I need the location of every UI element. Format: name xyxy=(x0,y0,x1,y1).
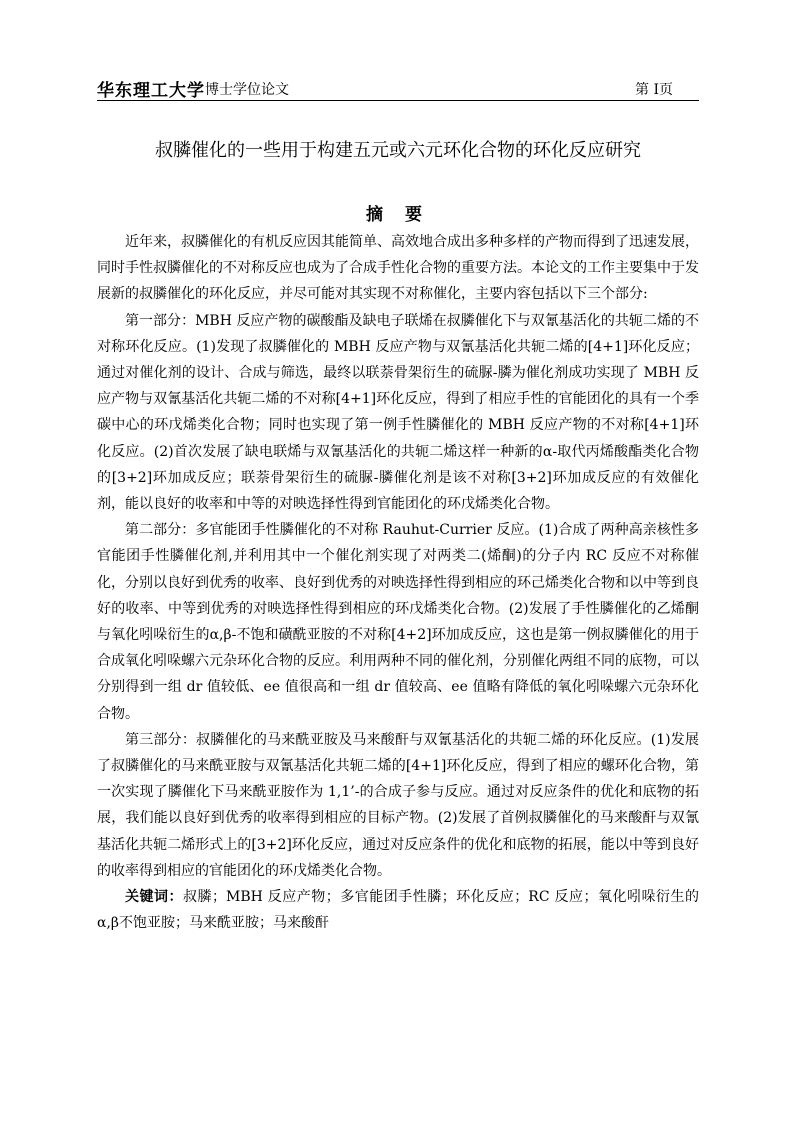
university-name: 华东理工大学 xyxy=(97,81,205,101)
keywords-label: 关键词： xyxy=(125,889,184,906)
abstract-paragraph-part2: 第二部分：多官能团手性膦催化的不对称 Rauhut-Currier 反应。(1)合成了两种高亲核性多官能团手性膦催化剂,并利用其中一个催化剂实现了对两类二(烯酮)的分子内 RC 反应不对称催化，分别以良好到优秀的收率、良好到优秀的对映选择性得到相应的环己烯类化合物和以中等到良好的收率、中等到优秀的对映选择性得到相应的环戊烯类化合物。(2)发展了手性膦催化的乙烯酮与氧化吲哚衍生的α,β-不饱和磺酰亚胺的不对称[4+2]环加成反应，这也是第一例叔膦催化的用于合成氧化吲哚螺六元杂环化合物的反应。利用两种不同的催化剂，分别催化两组不同的底物，可以分别得到一组 dr 值较低、ee 值很高和一组 dr 值较高、ee 值略有降低的氧化吲哚螺六元杂环化合物。 xyxy=(97,522,699,722)
keywords-text: 叔膦；MBH 反应产物；多官能团手性膦；环化反应；RC 反应；氧化吲哚衍生的α,β不饱亚胺；马来酰亚胺；马来酸酐 xyxy=(97,889,700,932)
thesis-type: 博士学位论文 xyxy=(205,82,289,98)
abstract-paragraph-part1: 第一部分：MBH 反应产物的碳酸酯及缺电子联烯在叔膦催化下与双氰基活化的共轭二烯的不对称环化反应。(1)发现了叔膦催化的 MBH 反应产物与双氰基活化共轭二烯的[4+1]环化反应；通过对催化剂的设计、合成与筛选，最终以联萘骨架衍生的硫脲-膦为催化剂成功实现了 MBH 反应产物与双氰基活化共轭二烯的不对称[4+1]环化反应，得到了相应手性的官能团化的具有一个季碳中心的环戊烯类化合物；同时也实现了第一例手性膦催化的 MBH 反应产物的不对称[4+1]环化反应。(2)首次发展了缺电联烯与双氰基活化的共轭二烯这样一种新的α-取代丙烯酸酯类化合物的[3+2]环加成反应；联萘骨架衍生的硫脲-膦催化剂是该不对称[3+2]环加成反应的有效催化剂，能以良好的收率和中等的对映选择性得到官能团化的环戊烯类化合物。 xyxy=(97,312,699,513)
abstract-body xyxy=(97,229,699,936)
abstract-heading: 摘 要 xyxy=(366,205,430,225)
abstract-paragraph-intro: 近年来，叔膦催化的有机反应因其能简单、高效地合成出多种多样的产物而得到了迅速发展，同时手性叔膦催化的不对称反应也成为了合成手性化合物的重要方法。本论文的工作主要集中于发展新的叔膦催化的环化反应，并尽可能对其实现不对称催化，主要内容包括以下三个部分: xyxy=(97,234,699,303)
keywords xyxy=(97,884,699,936)
thesis-title: 叔膦催化的一些用于构建五元或六元环化合物的环化反应研究 xyxy=(155,140,641,161)
page-number: 第 I页 xyxy=(635,82,673,98)
abstract-paragraph-part3: 第三部分：叔膦催化的马来酰亚胺及马来酸酐与双氰基活化的共轭二烯的环化反应。(1)发展了叔膦催化的马来酰亚胺与双氰基活化共轭二烯的[4+1]环化反应，得到了相应的螺环化合物，第一次实现了膦催化下马来酰亚胺作为 1,1’-的合成子参与反应。通过对反应条件的优化和底物的拓展，我们能以良好到优秀的收率得到相应的目标产物。(2)发展了首例叔膦催化的马来酸酐与双氰基活化共轭二烯形式上的[3+2]环化反应，通过对反应条件的优化和底物的拓展，能以中等到良好的收率得到相应的官能团化的环戊烯类化合物。 xyxy=(97,731,699,879)
page-header xyxy=(97,74,699,101)
